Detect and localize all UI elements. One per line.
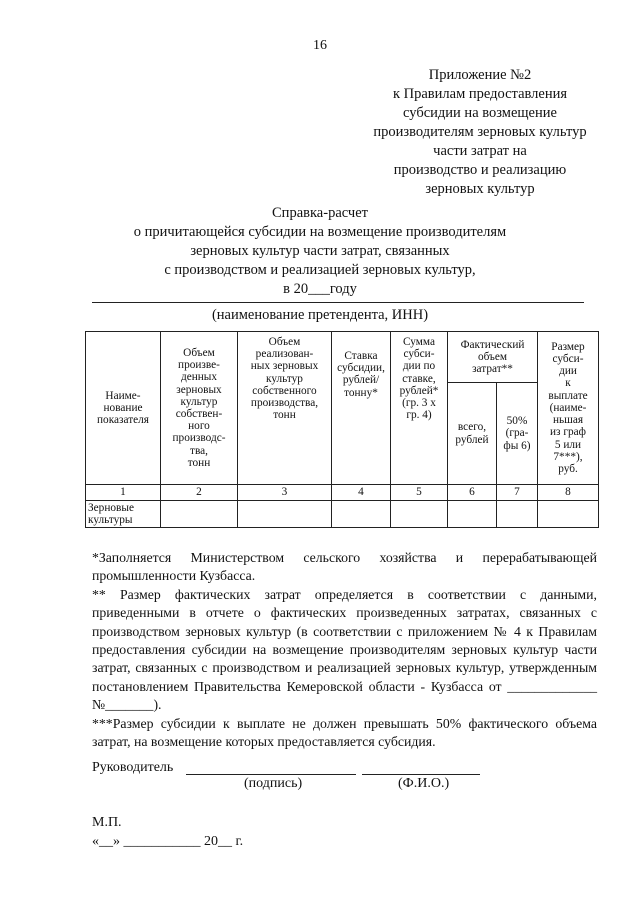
appendix-line: производство и реализацию <box>393 162 567 178</box>
column-number: 4 <box>332 485 391 501</box>
appendix-line: субсидии на возмещение <box>403 105 557 121</box>
table-cell <box>391 501 448 528</box>
appendix-line: к Правилам предоставления <box>392 86 568 102</box>
column-number: 5 <box>391 485 448 501</box>
footnotes <box>92 549 597 751</box>
appendix-line: производителям зерновых культур <box>373 124 587 140</box>
signature-line <box>186 774 356 775</box>
footnote-3: ***Размер субсидии к выплате не должен превышать 50% фактического объема затрат, на возмещение которых предоставляется субсидия. <box>92 715 597 750</box>
header-subsidy-sum: Сумма субси- дии по ставке, рублей* (гр. 3 х гр. 4) <box>391 332 448 485</box>
header-sold-volume: Объем реализован- ных зерновых культур собственного производства, тонн <box>238 332 332 485</box>
header-payout: Размер субси- дии к выплате (наиме- ньшая из граф 5 или 7***), руб. <box>538 332 599 485</box>
appendix-line: части затрат на <box>433 143 527 159</box>
row-label-grain-crops: Зерновые культуры <box>86 501 161 528</box>
footnote-1: *Заполняется Министерством сельского хозяйства и перерабатывающей промышленности Кузбасса. <box>92 550 597 584</box>
signature-label: Руководитель <box>92 760 174 775</box>
title-line: о причитающейся субсидии на возмещение производителям <box>133 224 507 240</box>
title-line: Справка-расчет <box>272 205 368 221</box>
claimant-name-line <box>92 302 584 303</box>
page-number: 16 <box>313 38 327 53</box>
column-number: 6 <box>448 485 497 501</box>
header-produced-volume: Объем произве- денных зерновых культур собствен- ного производс- тва, тонн <box>161 332 238 485</box>
title-line: в 20___году <box>283 281 357 297</box>
table-cell <box>448 501 497 528</box>
title-line: с производством и реализацией зерновых культур, <box>164 262 476 278</box>
appendix-line: Приложение №2 <box>428 67 532 83</box>
header-actual-costs: Фактический объем затрат** <box>448 332 538 383</box>
document-title <box>60 204 580 299</box>
name-caption: (Ф.И.О.) <box>398 776 450 791</box>
header-indicator: Наиме- нование показателя <box>86 332 161 485</box>
calculation-table <box>85 331 599 528</box>
column-number: 3 <box>238 485 332 501</box>
claimant-caption: (наименование претендента, ИНН) <box>211 307 429 323</box>
signature-caption: (подпись) <box>244 776 303 791</box>
column-number: 8 <box>538 485 599 501</box>
footnote-2: ** Размер фактических затрат определяется в соответствии с данными, приведенными в отчете о фактических произведенных затратах, связанных с производством зерновых культур (в соответствии с приложением № 4 к Правилам предоставления субсидии на возмещение производителям зерновых культур части затрат, связанных с производством и реализацией зерновых культур, утвержденным постановлением Правительства Кемеровской области - Кузбасса от _____________ №_______). <box>92 586 597 713</box>
header-subsidy-rate: Ставка субсидии, рублей/ тонну* <box>332 332 391 485</box>
header-actual-50: 50% (гра- фы 6) <box>497 383 538 485</box>
header-actual-total: всего, рублей <box>448 383 497 485</box>
appendix-line: зерновых культур <box>425 181 535 197</box>
table-cell <box>332 501 391 528</box>
table-cell <box>238 501 332 528</box>
appendix-header <box>330 66 630 199</box>
table-cell <box>538 501 599 528</box>
column-number: 2 <box>161 485 238 501</box>
table-cell <box>161 501 238 528</box>
column-number: 1 <box>86 485 161 501</box>
table-cell <box>497 501 538 528</box>
stamp-label: М.П. <box>92 815 122 830</box>
date-line: «__» ___________ 20__ г. <box>92 834 244 849</box>
name-line <box>362 774 480 775</box>
title-line: зерновых культур части затрат, связанных <box>190 243 450 259</box>
column-number: 7 <box>497 485 538 501</box>
